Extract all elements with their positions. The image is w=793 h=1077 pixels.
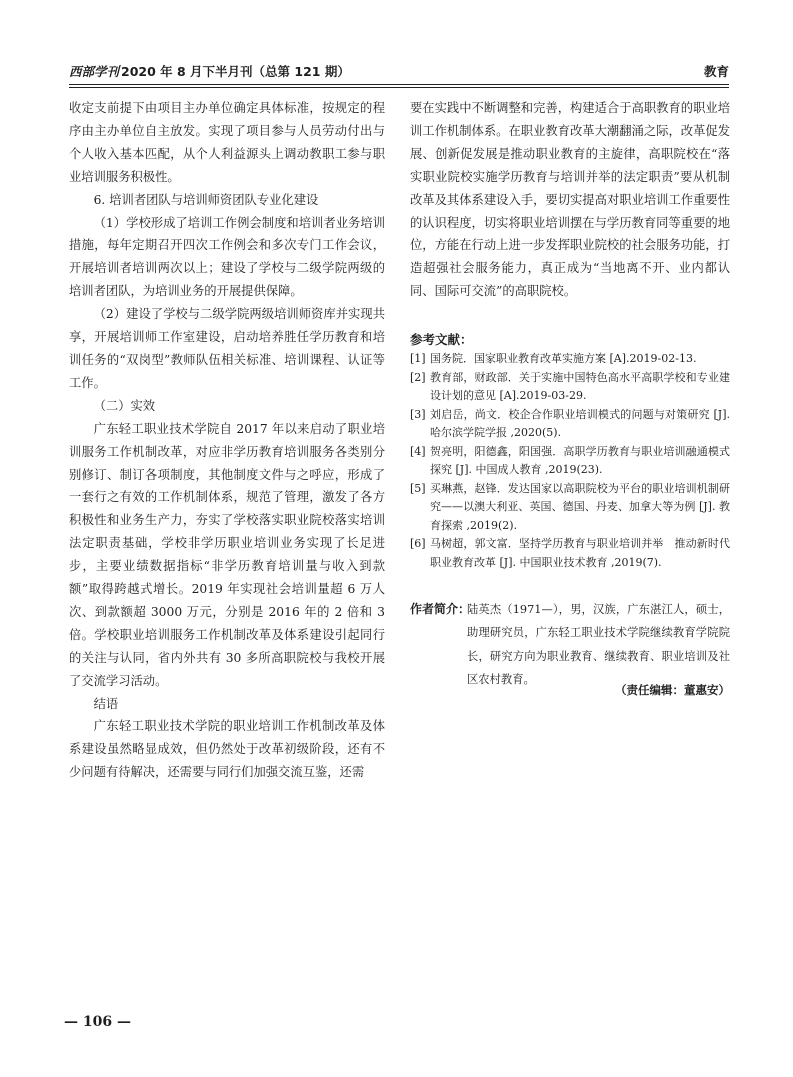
paragraph: 收定支前提下由项目主办单位确定具体标准，按规定的程序由主办单位自主放发。实现了项目参与人员劳动付出与个人收入基本匹配，从个人利益源头上调动教职工参与职业培训服务积极性。 bbox=[69, 101, 385, 184]
paragraph: （二）实效 bbox=[93, 398, 156, 413]
references-list bbox=[410, 350, 730, 572]
reference-item bbox=[410, 480, 730, 536]
reference-item bbox=[410, 406, 730, 443]
reference-number: [3] bbox=[410, 407, 426, 421]
reference-item bbox=[410, 350, 730, 369]
reference-text: 买琳燕，赵锋．发达国家以高职院校为平台的职业培训机制研究——以澳大利亚、英国、德国、丹麦、加拿大等为例 [J]. 教育探索 ,2019(2). bbox=[430, 481, 730, 532]
issue-info: 2020 年 8 月下半月刊（总第 121 期） bbox=[121, 64, 350, 79]
author-bio bbox=[410, 598, 730, 691]
paragraph: 6. 培训者团队与培训师资团队专业化建设 bbox=[93, 192, 319, 207]
paragraph: 广东轻工职业技术学院的职业培训工作机制改革及体系建设虽然略显成效，但仍然处于改革初级阶段，还有不少问题有待解决，还需要与同行们加强交流互鉴，还需 bbox=[69, 719, 385, 780]
editor-note: （责任编辑：董惠安） bbox=[615, 683, 730, 697]
reference-text: 马树超，郭文富．坚持学历教育与职业培训并举 推动新时代职业教育改革 [J]. 中国职业技术教育 ,2019(7). bbox=[430, 537, 730, 569]
reference-text: 国务院．国家职业教育改革实施方案 [A].2019-02-13. bbox=[430, 352, 697, 365]
journal-logo: 西部学刊 bbox=[69, 64, 120, 79]
header-rule bbox=[69, 84, 729, 85]
page-header bbox=[69, 62, 729, 84]
reference-text: 刘启岳，尚文．校企合作职业培训模式的问题与对策研究 [J]. 哈尔滨学院学报 ,2020(5). bbox=[430, 407, 730, 439]
reference-number: [6] bbox=[410, 537, 426, 550]
page-number: — 106 — bbox=[64, 1014, 131, 1030]
reference-item bbox=[410, 369, 730, 406]
paragraph: （1）学校形成了培训工作例会制度和培训者业务培训措施，每年定期召开四次工作例会和多次专门工作会议，开展培训者培训两次以上；建设了学校与二级学院两级的培训者团队，为培训业务的开展提供保障。 bbox=[69, 215, 385, 299]
reference-number: [2] bbox=[410, 370, 426, 384]
reference-text: 教育部，财政部．关于实施中国特色高水平高职学校和专业建设计划的意见 [A].2019-03-29. bbox=[430, 370, 730, 402]
reference-item bbox=[410, 443, 730, 480]
paragraph: 结语 bbox=[93, 696, 119, 711]
reference-item bbox=[410, 535, 730, 572]
right-column bbox=[410, 97, 730, 303]
reference-text: 贺亮明，阳德鑫，阳国强．高职学历教育与职业培训融通模式探究 [J]. 中国成人教育 ,2019(23). bbox=[430, 444, 730, 476]
reference-number: [4] bbox=[410, 444, 426, 458]
paragraph: 广东轻工职业技术学院自 2017 年以来启动了职业培训服务工作机制改革，对应非学历教育培训服务各类别分别修订、制订各项制度，其他制度文件与之呼应，形成了一套行之有效的工作机制体系，规范了管理，激发了各方积极性和业务生产力，夯实了学校落实职业院校落实培训法定职责基础，学校非学历职业培训业务实现了长足进步，主要业绩数据指标“非学历教育培训量与收入到款额”取得跨越式增长。2019 年实现社会培训量超 6 万人次、到款额超 3000 万元，分别是 2016 年的 2 倍和 3 倍。学校职业培训服务工作机制改革及体系建设引起同行的关注与认同，省内外共有 30 多所高职院校与我校开展了交流学习活动。 bbox=[69, 421, 385, 688]
header-left bbox=[69, 62, 350, 80]
author-text: 陆英杰（1971—），男，汉族，广东湛江人，硕士，助理研究员，广东轻工职业技术学院继续教育学院院长，研究方向为职业教育、继续教育、职业培训及社区农村教育。 bbox=[467, 603, 730, 686]
reference-number: [1] bbox=[410, 352, 426, 365]
paragraph: 要在实践中不断调整和完善，构建适合于高职教育的职业培训工作机制体系。在职业教育改革大潮翻涌之际，改革促发展、创新促发展是推动职业教育的主旋律，高职院校在“落实职业院校实施学历教育与培训并举的法定职责”要从机制改革及其体系建设入手，要切实提高对职业培训工作重要性的认识程度，切实将职业培训摆在与学历教育同等重要的地位，方能在行动上进一步发挥职业院校的社会服务功能，打造超强社会服务能力，真正成为“当地离不开、业内都认同、国际可交流”的高职院校。 bbox=[410, 101, 730, 299]
left-column bbox=[69, 97, 385, 784]
section-name: 教育 bbox=[703, 64, 729, 79]
header-rule-thin bbox=[69, 87, 729, 88]
author-label: 作者简介： bbox=[410, 602, 471, 616]
reference-number: [5] bbox=[410, 481, 426, 495]
paragraph: （2）建设了学校与二级学院两级培训师资库并实现共享，开展培训师工作室建设，启动培养胜任学历教育和培训任务的“双岗型”教师队伍相关标准、培训课程、认证等工作。 bbox=[69, 307, 385, 390]
references-title: 参考文献： bbox=[410, 332, 473, 347]
